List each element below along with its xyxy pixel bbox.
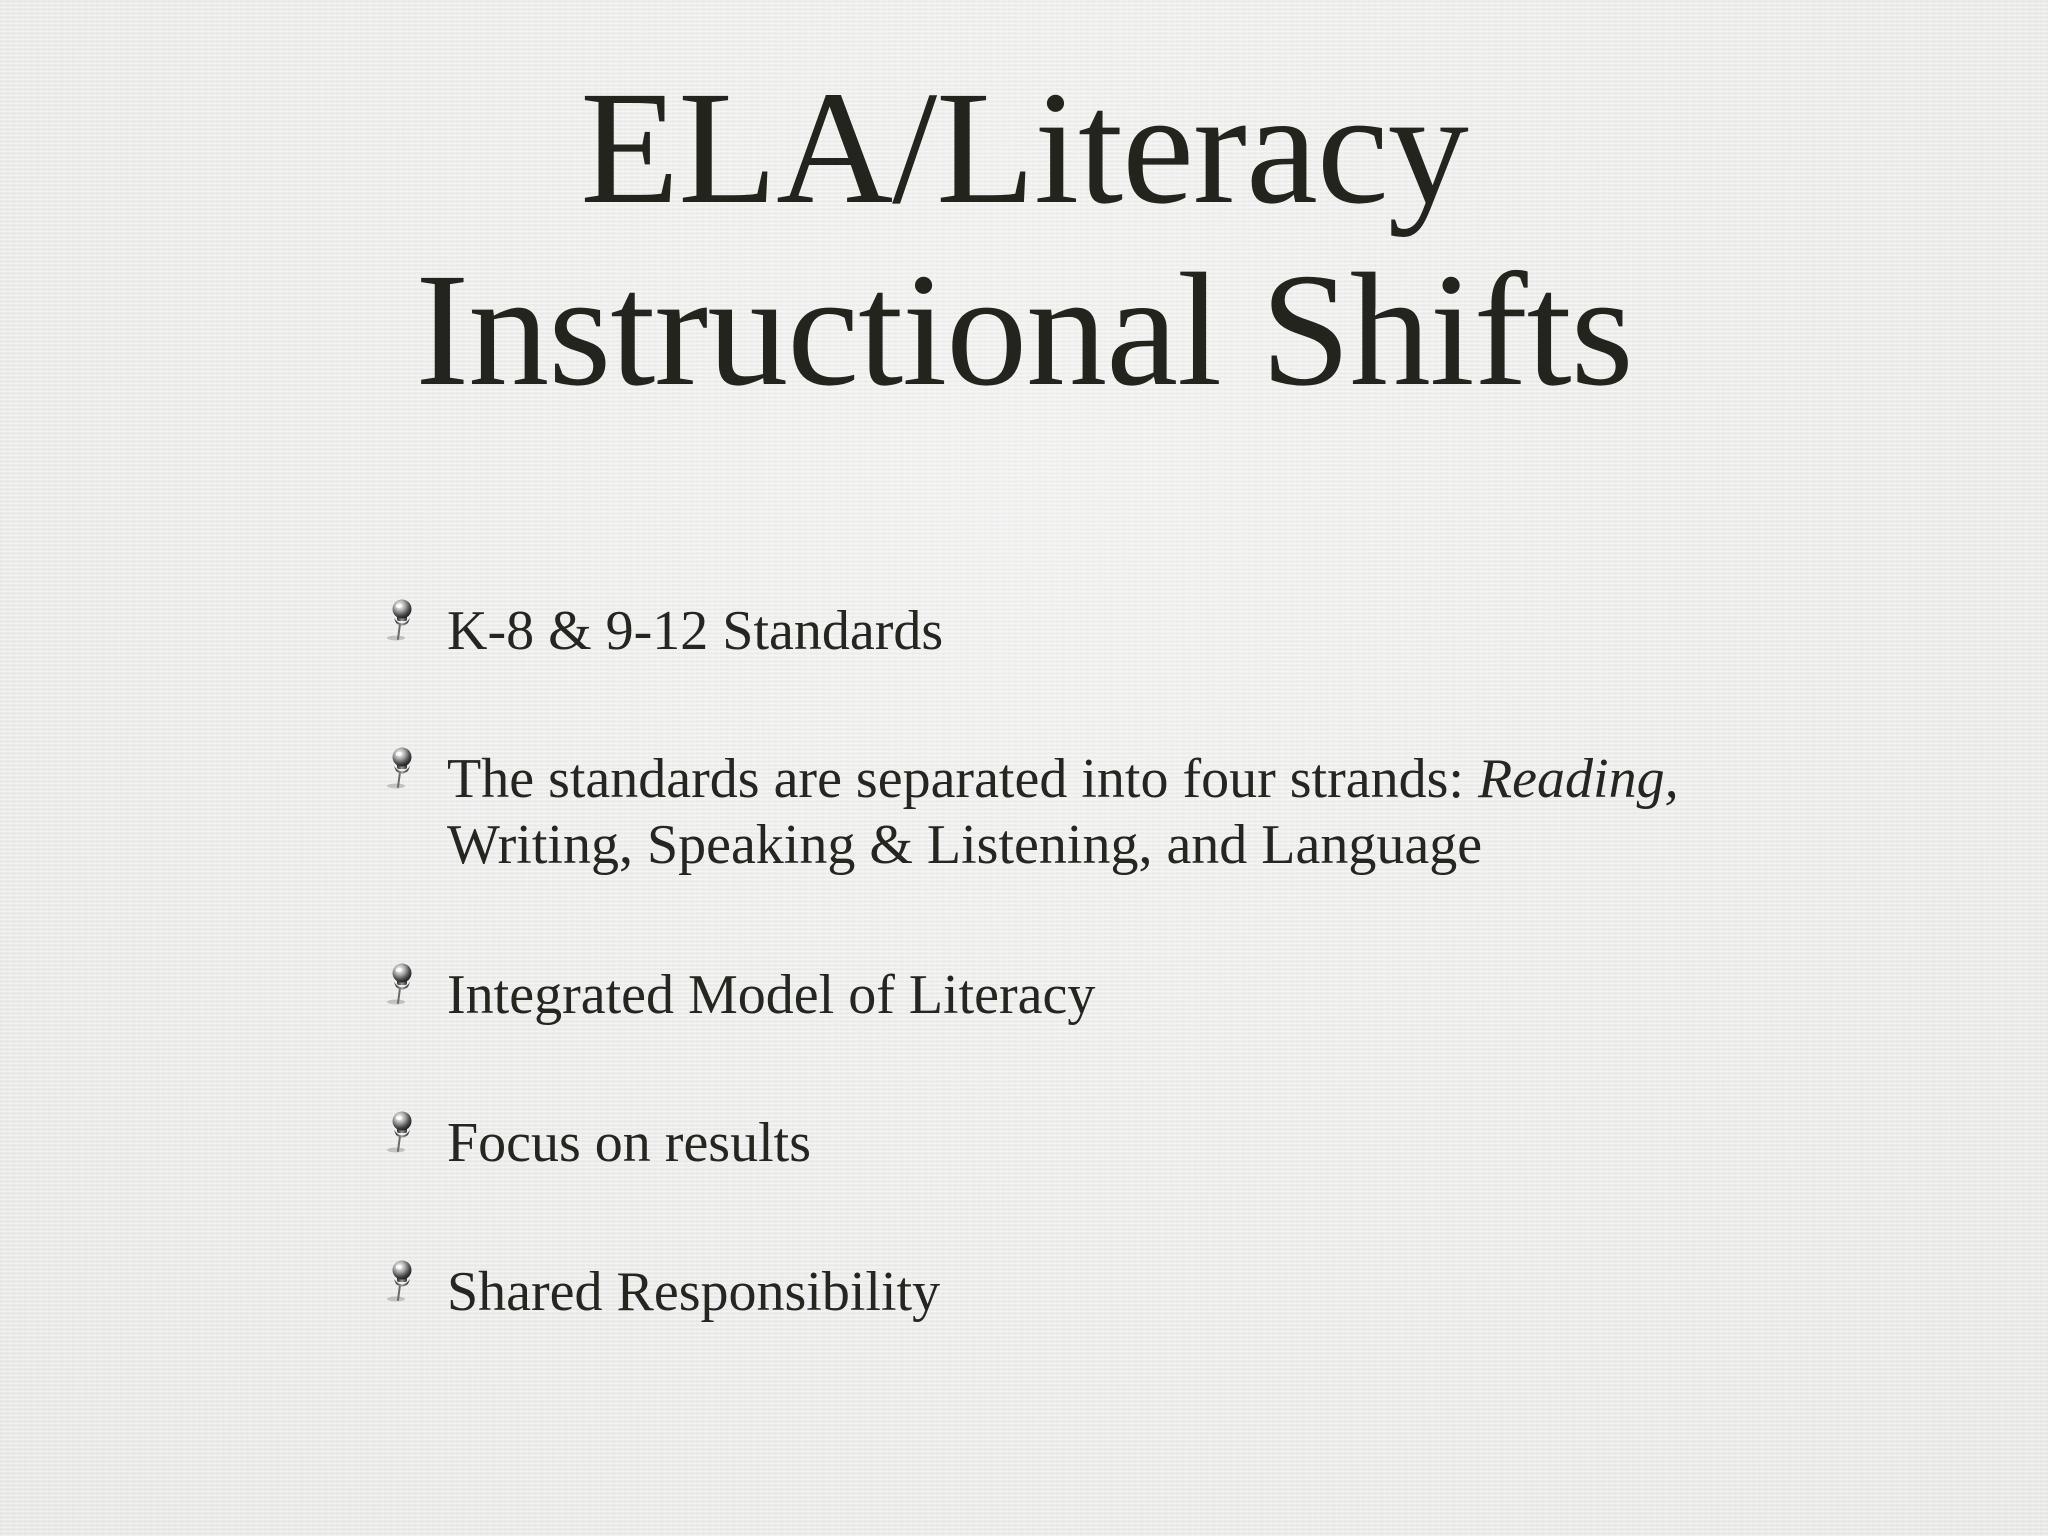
pushpin-icon — [383, 962, 423, 1006]
pushpin-icon — [383, 1110, 423, 1154]
bullet-text: Integrated Model of Literacy — [447, 964, 1096, 1026]
bullet-text: Shared Responsibility — [447, 1261, 941, 1323]
bullet-text-italic-continued: Writing, Speaking & Listening, and Language — [447, 814, 1483, 876]
bullet-text-italic: Reading, — [1477, 748, 1679, 810]
pushpin-icon — [383, 746, 423, 790]
bullet-text: Focus on results — [447, 1112, 811, 1174]
title-line-2: Instructional Shifts — [415, 241, 1633, 420]
pushpin-icon — [383, 598, 423, 642]
pushpin-icon — [383, 1259, 423, 1303]
bullet-text: K-8 & 9-12 Standards — [447, 600, 944, 662]
bullet-text — [447, 746, 1847, 812]
bullet-text-roman: The standards are separated into four strands: — [447, 748, 1478, 810]
title-line-1: ELA/Literacy — [580, 59, 1468, 238]
